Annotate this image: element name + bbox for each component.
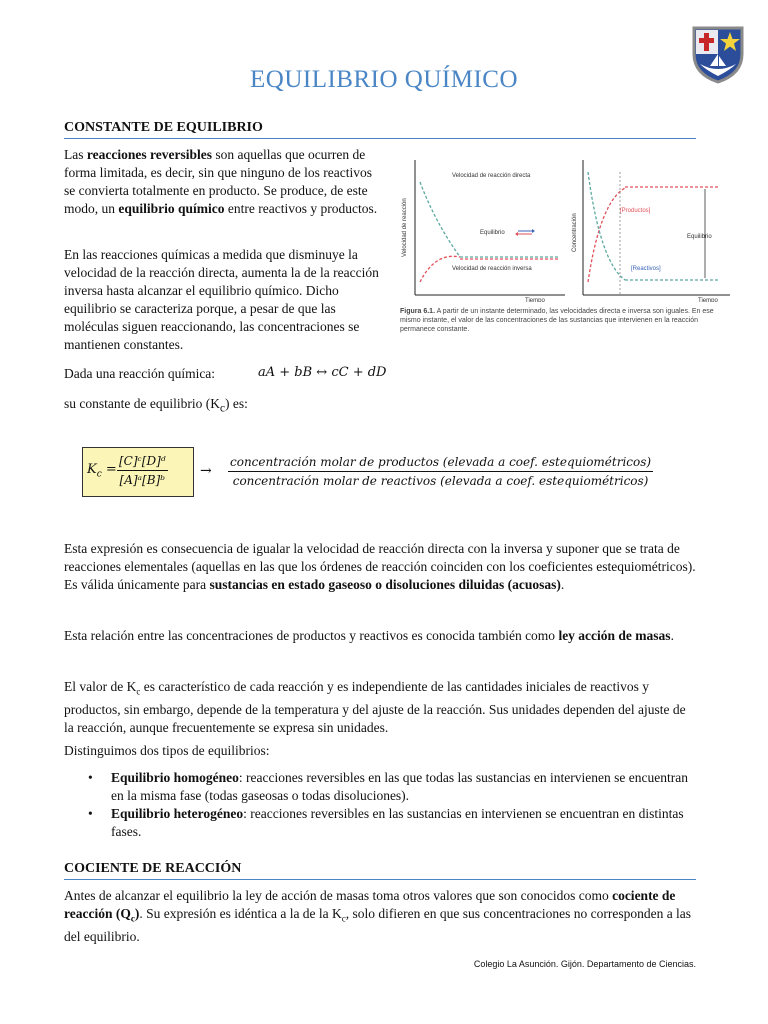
figure-svg [400, 152, 735, 302]
arrow-head-icon [532, 229, 535, 233]
bold-text: cociente de reacción (Q [64, 888, 676, 921]
kc-fraction [117, 454, 168, 487]
paragraph-kc-intro [64, 395, 248, 418]
bold-term: Equilibrio homogéneo [111, 770, 239, 785]
subscript: c [219, 402, 225, 415]
text-run: entre reactivos y productos. [224, 201, 378, 216]
bold-text: ) [134, 906, 140, 921]
subscript: c [130, 913, 135, 924]
text-run: es característico de cada reacción y es independiente de las cantidades iniciales de reactivos y productos, sin embargo, depende de la temperatura y del ajuste de la reacción. Sus unidades dependen del ajuste de la reacción, aunque frecuentemente se expresa sin unidades. [64, 679, 686, 735]
equilibrium-types-list [64, 769, 696, 841]
subscript: c [341, 913, 346, 924]
direct-rate-curve [420, 182, 460, 257]
text-run: . Su expresión es idéntica a la de la K [139, 906, 342, 921]
text-run: . [560, 577, 565, 592]
bullet-icon: • [88, 806, 93, 821]
bold-term: sustancias en estado gaseoso o disoluciones diluidas (acuosas) [209, 577, 561, 592]
bullet-icon: • [88, 770, 93, 785]
label-reactants: [Reactivos] [631, 266, 661, 272]
arrow-head-icon [515, 232, 518, 236]
label-direct: Velocidad de reacción directa [452, 173, 531, 179]
bold-term: Equilibrio heterogéneo [111, 806, 244, 821]
paragraph-tipos: Distinguimos dos tipos de equilibrios: [64, 743, 270, 758]
paragraph-reaccion-label: Dada una reacción química: [64, 366, 216, 381]
bold-term: reacciones reversibles [86, 147, 212, 162]
text-run: : reacciones reversibles en las sustancias en intervienen se encuentran en distintas fases. [111, 806, 684, 839]
kc-symbol: $K_c$ = [87, 462, 117, 480]
caption-label: Figura 6.1. [400, 308, 436, 315]
bold-term: equilibrio químico [118, 201, 225, 216]
right-xlabel: Tiempo [698, 298, 718, 302]
figure-equilibrium-graphs [400, 152, 735, 347]
paragraph-expresion [64, 540, 696, 594]
kc-text-fraction [228, 455, 653, 488]
list-item-heterogeneo [64, 805, 696, 841]
kc-letter: K [87, 462, 97, 477]
text-run: su constante de equilibrio (K [64, 396, 220, 411]
text-run: . [670, 628, 674, 643]
paragraph-valor-kc [64, 678, 696, 737]
text-run: Esta expresión es consecuencia de igualar la velocidad de reacción directa con la inversa y suponer que se trata de reacciones elementales (aquellas en las que los órdenes de reacción coinciden con los coeficientes estequiométricos). Es válida únicamente para [64, 541, 696, 592]
kc-denominator: [A]ᵃ[B]ᵇ [119, 473, 166, 487]
text-run: ) es: [224, 396, 248, 411]
section-heading-cociente: COCIENTE DE REACCIÓN [64, 861, 696, 880]
text-run: son aquellas que ocurren de forma limitada, es decir, sin que ninguno de los reactivos se convierta totalmente en producto. Se produce, de este modo, un [64, 147, 373, 216]
paragraph-ley-accion-masas [64, 627, 696, 645]
page-title: EQUILIBRIO QUÍMICO [250, 66, 518, 93]
left-graph [402, 160, 565, 302]
paragraph-cociente [64, 887, 696, 946]
page-footer: Colegio La Asunción. Gijón. Departamento de Ciencias. [473, 959, 696, 969]
left-xlabel: Tiempo [525, 298, 545, 302]
kc-formula-box [82, 447, 194, 497]
paragraph-reacciones-reversibles [64, 146, 386, 218]
text-run: El valor de K [64, 679, 137, 694]
label-inverse: Velocidad de reacción inversa [452, 266, 532, 272]
right-graph [572, 160, 730, 302]
kc-subscript: c [96, 469, 102, 480]
reactants-curve [588, 172, 625, 280]
reaction-equation: aA + bB ↔ cC + dD [258, 365, 387, 380]
list-item-homogeneo [64, 769, 696, 805]
left-ylabel: Velocidad de reacción [402, 198, 408, 257]
text-run: Esta relación entre las concentraciones de productos y reactivos es conocida también como [64, 628, 559, 643]
arrow-icon: → [200, 463, 212, 479]
kc-text-denominator: concentración molar de reactivos (elevada a coef. estequiométricos) [232, 474, 649, 488]
label-eq-right: Equilibrio [687, 234, 712, 240]
right-ylabel: Concentración [572, 213, 578, 252]
figure-caption [400, 307, 735, 334]
kc-text-numerator: concentración molar de productos (elevada a coef. estequiométricos) [228, 455, 653, 472]
text-run: : reacciones reversibles en las que todas las sustancias en intervienen se encuentran en la misma fase (todas gaseosas o todas disoluciones). [111, 770, 688, 803]
label-eq-left: Equilibrio [480, 230, 505, 236]
products-curve [588, 188, 625, 282]
text-run: Las [64, 147, 87, 162]
bold-term: ley acción de masas [558, 628, 671, 643]
section-heading-constante: CONSTANTE DE EQUILIBRIO [64, 120, 696, 139]
text-run: Antes de alcanzar el equilibrio la ley de acción de masas toma otros valores que son conocidos como [64, 888, 613, 903]
paragraph-velocidades: En las reacciones químicas a medida que disminuye la velocidad de la reacción directa, aumenta la de la reacción inversa hasta alcanzar el equilibrio químico. Dicho equilibrio se caracteriza porque, a pesar de que las moléculas siguen reaccionando, las concentraciones se mantienen constantes. [64, 247, 379, 352]
label-products: [Productos] [620, 208, 651, 214]
kc-numerator: [C]ᶜ[D]ᵈ [117, 454, 168, 471]
subscript: c [136, 686, 141, 697]
caption-text: A partir de un instante determinado, las velocidades directa e inversa son iguales. En ese mismo instante, el valor de las concentraciones de las sustancias que intervienen en la reacción permanece constante. [400, 308, 714, 333]
text-run: , solo difieren en que sus concentraciones no corresponden a las del equilibrio. [64, 906, 692, 944]
